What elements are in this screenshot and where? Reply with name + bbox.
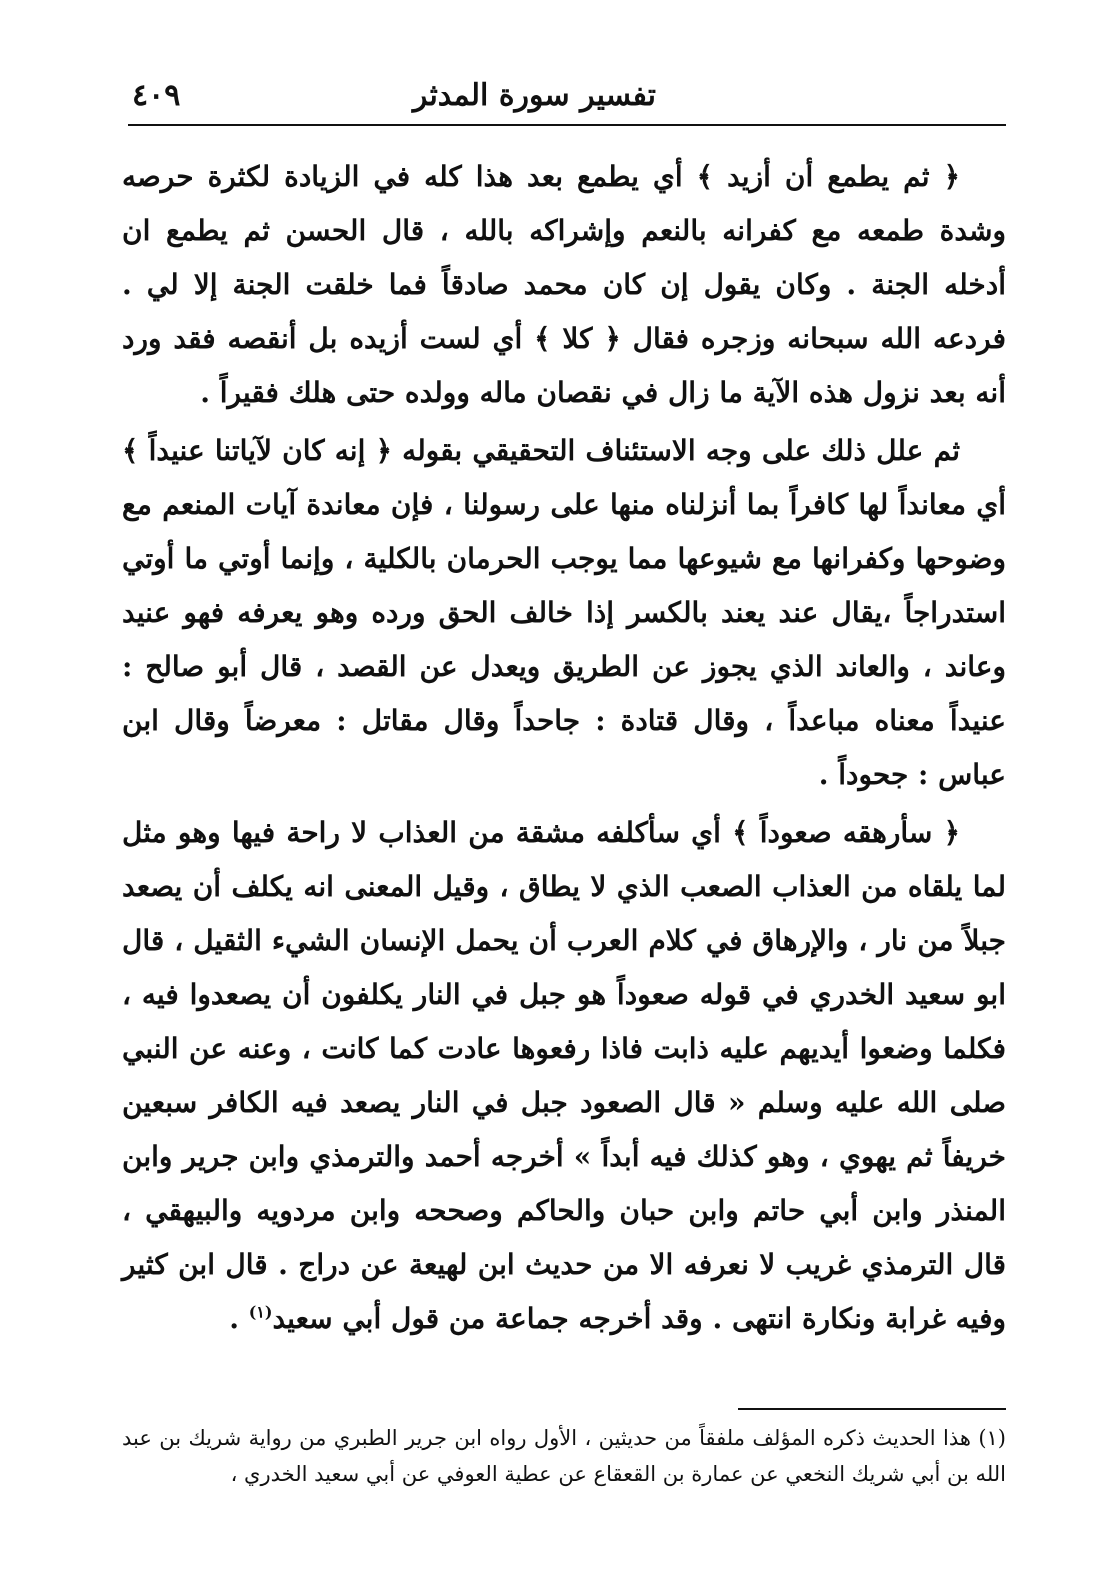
paragraph-3 [122, 806, 1006, 1346]
footnote-reference: (١) [248, 1302, 273, 1322]
footnote-divider [738, 1408, 1006, 1410]
paragraph-3-end: . [229, 1302, 249, 1335]
paragraph-2: ثم علل ذلك على وجه الاستئناف التحقيقي بقوله ﴿ إنه كان لآياتنا عنيداً ﴾ أي معانداً لها كافراً بما أنزلناه منها على رسولنا ، فإن معاندة آيات المنعم مع وضوحها وكفرانها مع شيوعها مما يوجب الحرمان بالكلية ، وإنما أوتي ما أوتي استدراجاً ،يقال عند يعند بالكسر إذا خالف الحق ورده وهو يعرفه فهو عنيد وعاند ، والعاند الذي يجوز عن الطريق ويعدل عن القصد ، قال أبو صالح : عنيداً معناه مباعداً ، وقال قتادة : جاحداً وقال مقاتل : معرضاً وقال ابن عباس : جحوداً . [122, 434, 1006, 791]
paragraph-3-text: ﴿ سأرهقه صعوداً ﴾ أي سأكلفه مشقة من العذاب لا راحة فيها وهو مثل لما يلقاه من العذاب الصعب الذي لا يطاق ، وقيل المعنى انه يكلف أن يصعد جبلاً من نار ، والإرهاق في كلام العرب أن يحمل الإنسان الشيء الثقيل ، قال ابو سعيد الخدري في قوله صعوداً هو جبل في النار يكلفون أن يصعدوا فيه ، فكلما وضعوا أيديهم عليه ذابت فاذا رفعوها عادت كما كانت ، وعنه عن النبي صلى الله عليه وسلم « قال الصعود جبل في النار يصعد فيه الكافر سبعين خريفاً ثم يهوي ، وهو كذلك فيه أبداً » أخرجه أحمد والترمذي وابن جرير وابن المنذر وابن أبي حاتم وابن حبان والحاكم وصححه وابن مردويه والبيهقي ، قال الترمذي غريب لا نعرفه الا من حديث ابن لهيعة عن دراج . قال ابن كثير وفيه غرابة ونكارة انتهى . وقد أخرجه جماعة من قول أبي سعيد [122, 816, 1006, 1335]
main-text [122, 150, 1006, 1346]
running-title: تفسير سورة المدثر [412, 78, 656, 113]
running-header [128, 72, 1006, 122]
page-number: ٤٠٩ [132, 78, 181, 113]
footnote: (١) هذا الحديث ذكره المؤلف ملفقاً من حديثين ، الأول رواه ابن جرير الطبري من رواية شريك بن عبد الله بن أبي شريك النخعي عن عمارة بن القعقاع عن عطية العوفي عن أبي سعيد الخدري ، [122, 1426, 1006, 1486]
paragraph-1: ﴿ ثم يطمع أن أزيد ﴾ أي يطمع بعد هذا كله في الزيادة لكثرة حرصه وشدة طمعه مع كفرانه بالنعم وإشراكه بالله ، قال الحسن ثم يطمع ان أدخله الجنة . وكان يقول إن كان محمد صادقاً فما خلقت الجنة إلا لي . فردعه الله سبحانه وزجره فقال ﴿ كلا ﴾ أي لست أزيده بل أنقصه فقد ورد أنه بعد نزول هذه الآية ما زال في نقصان ماله وولده حتى هلك فقيراً . [122, 160, 1006, 409]
header-divider [128, 124, 1006, 126]
